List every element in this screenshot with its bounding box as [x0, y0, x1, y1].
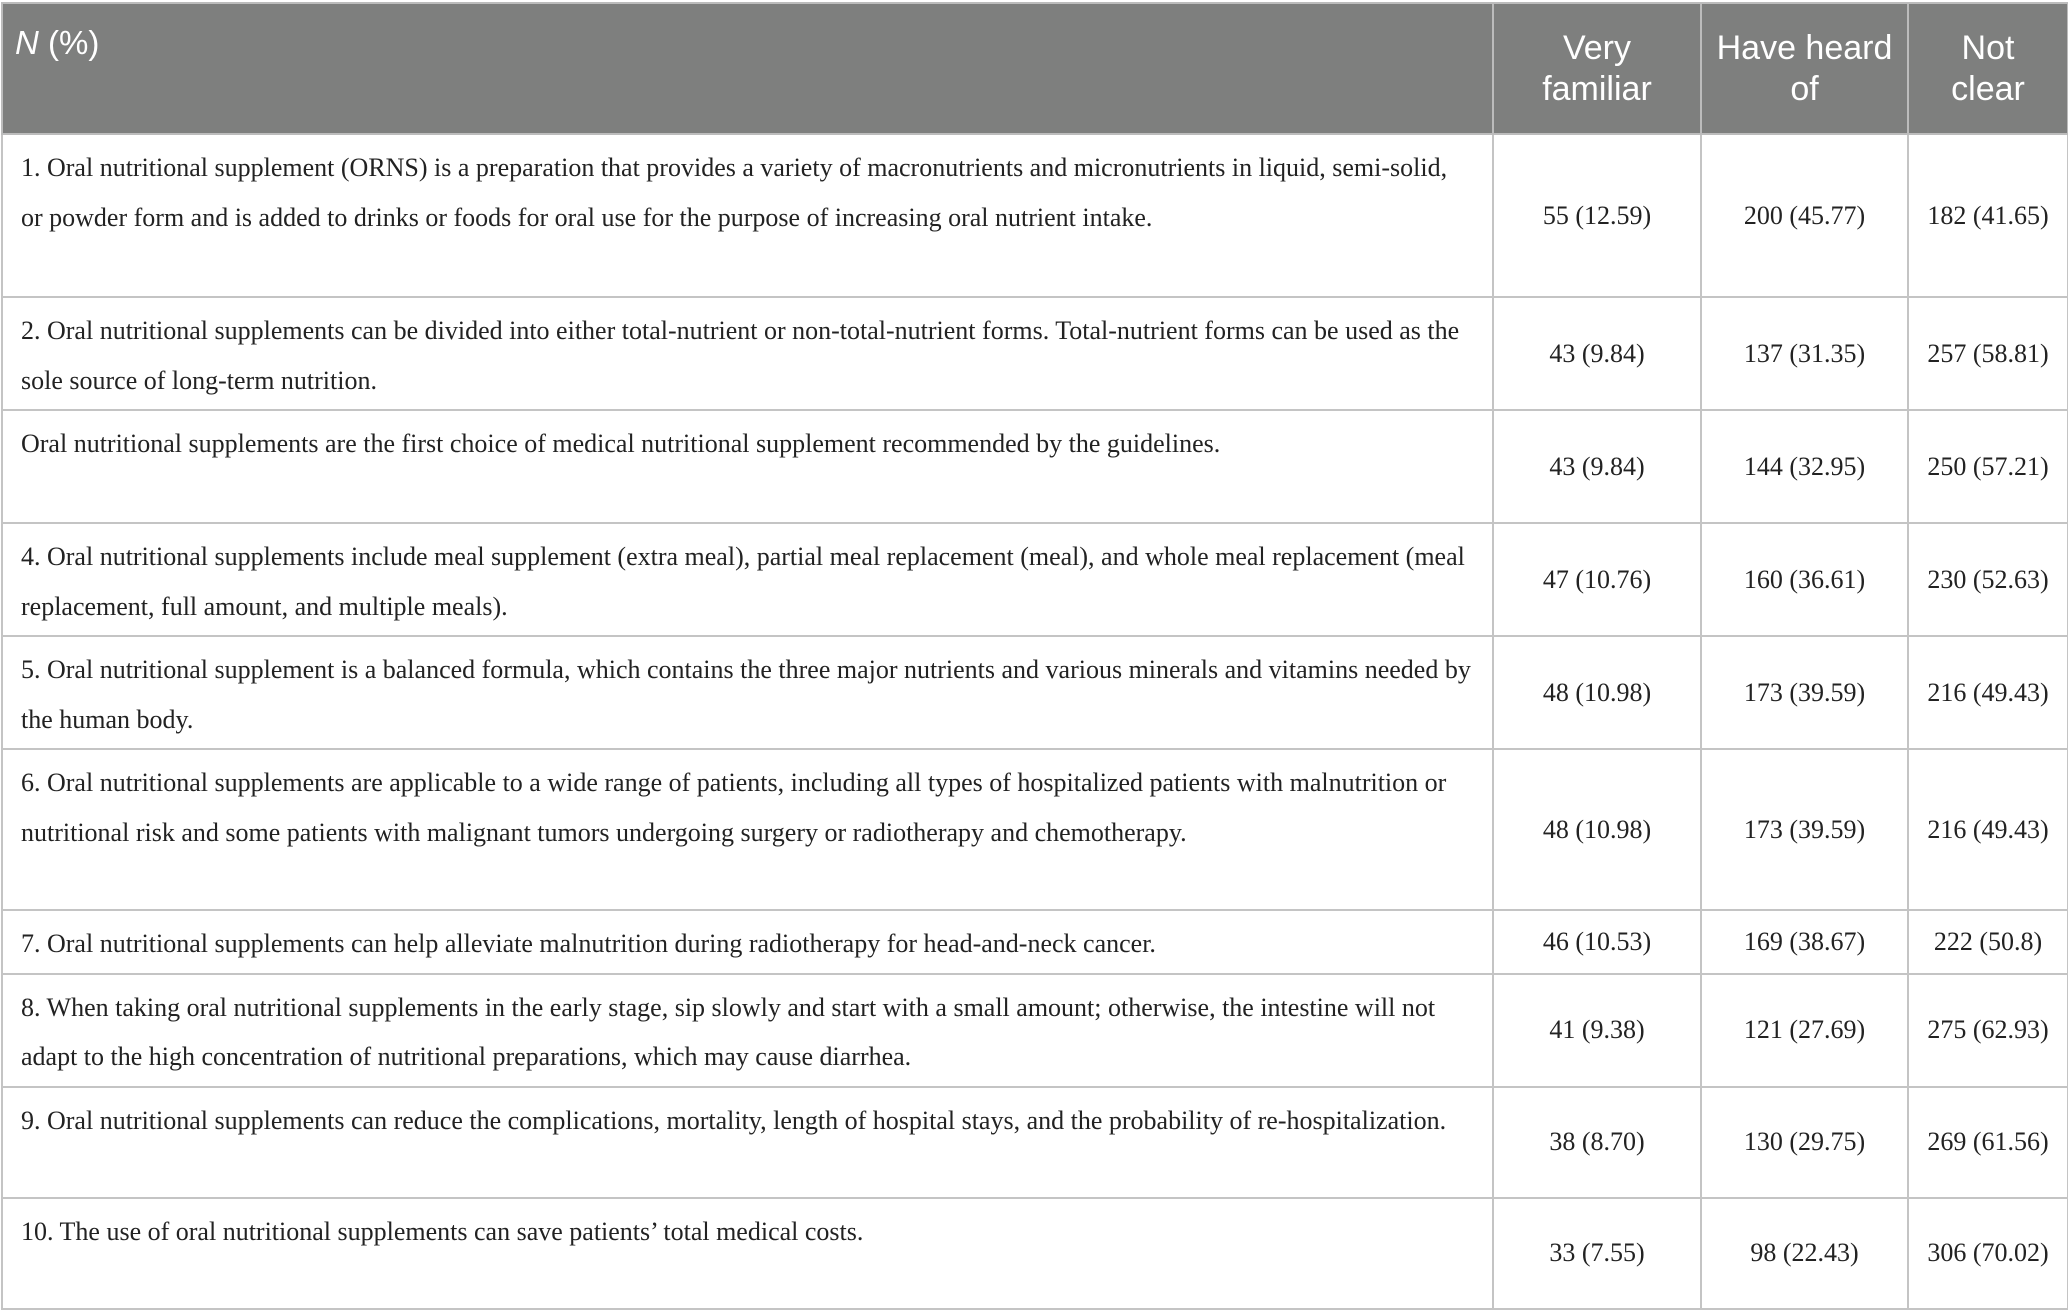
header-have-heard-of: Have heard of [1701, 3, 1908, 134]
header-n-percent [2, 3, 1493, 134]
statement-cell: 2. Oral nutritional supplements can be divided into either total-nutrient or non-total-nutrient forms. Total-nutrient forms can be used as the sole source of long-term nutrition. [2, 297, 1493, 410]
statement-cell: Oral nutritional supplements are the first choice of medical nutritional supplement recommended by the guidelines. [2, 410, 1493, 523]
not-clear-cell: 275 (62.93) [1908, 974, 2068, 1087]
statement-cell: 1. Oral nutritional supplement (ORNS) is a preparation that provides a variety of macronutrients and micronutrients in liquid, semi-solid, or powder form and is added to drinks or foods for oral use for the purpose of increasing oral nutrient intake. [2, 134, 1493, 297]
very-familiar-cell: 43 (9.84) [1493, 297, 1701, 410]
table-row [2, 134, 2068, 297]
have-heard-of-cell: 200 (45.77) [1701, 134, 1908, 297]
not-clear-cell: 250 (57.21) [1908, 410, 2068, 523]
have-heard-of-cell: 144 (32.95) [1701, 410, 1908, 523]
not-clear-cell: 216 (49.43) [1908, 749, 2068, 910]
not-clear-cell: 269 (61.56) [1908, 1087, 2068, 1198]
have-heard-of-cell: 169 (38.67) [1701, 910, 1908, 974]
table-row [2, 1198, 2068, 1309]
have-heard-of-cell: 121 (27.69) [1701, 974, 1908, 1087]
have-heard-of-cell: 173 (39.59) [1701, 749, 1908, 910]
have-heard-of-cell: 173 (39.59) [1701, 636, 1908, 749]
not-clear-cell: 216 (49.43) [1908, 636, 2068, 749]
not-clear-cell: 306 (70.02) [1908, 1198, 2068, 1309]
very-familiar-cell: 33 (7.55) [1493, 1198, 1701, 1309]
header-not-clear: Not clear [1908, 3, 2068, 134]
statement-cell: 5. Oral nutritional supplement is a balanced formula, which contains the three major nutrients and various minerals and vitamins needed by the human body. [2, 636, 1493, 749]
very-familiar-cell: 48 (10.98) [1493, 636, 1701, 749]
not-clear-cell: 222 (50.8) [1908, 910, 2068, 974]
table-row [2, 636, 2068, 749]
n-label: N [15, 24, 39, 61]
very-familiar-cell: 38 (8.70) [1493, 1087, 1701, 1198]
statement-cell: 10. The use of oral nutritional supplements can save patients’ total medical costs. [2, 1198, 1493, 1309]
very-familiar-cell: 48 (10.98) [1493, 749, 1701, 910]
table-row [2, 297, 2068, 410]
statement-cell: 6. Oral nutritional supplements are applicable to a wide range of patients, including all types of hospitalized patients with malnutrition or nutritional risk and some patients with malignant tumors undergoing surgery or radiotherapy and chemotherapy. [2, 749, 1493, 910]
header-row [2, 3, 2068, 134]
not-clear-cell: 230 (52.63) [1908, 523, 2068, 636]
percent-label: (%) [38, 24, 100, 61]
have-heard-of-cell: 137 (31.35) [1701, 297, 1908, 410]
have-heard-of-cell: 130 (29.75) [1701, 1087, 1908, 1198]
statement-cell: 9. Oral nutritional supplements can reduce the complications, mortality, length of hospital stays, and the probability of re-hospitalization. [2, 1087, 1493, 1198]
not-clear-cell: 182 (41.65) [1908, 134, 2068, 297]
statement-cell: 8. When taking oral nutritional supplements in the early stage, sip slowly and start with a small amount; otherwise, the intestine will not adapt to the high concentration of nutritional preparations, which may cause diarrhea. [2, 974, 1493, 1087]
table-row [2, 974, 2068, 1087]
have-heard-of-cell: 98 (22.43) [1701, 1198, 1908, 1309]
very-familiar-cell: 46 (10.53) [1493, 910, 1701, 974]
table-row [2, 523, 2068, 636]
table-row [2, 749, 2068, 910]
have-heard-of-cell: 160 (36.61) [1701, 523, 1908, 636]
very-familiar-cell: 55 (12.59) [1493, 134, 1701, 297]
table-row [2, 410, 2068, 523]
very-familiar-cell: 47 (10.76) [1493, 523, 1701, 636]
very-familiar-cell: 43 (9.84) [1493, 410, 1701, 523]
very-familiar-cell: 41 (9.38) [1493, 974, 1701, 1087]
header-very-familiar: Very familiar [1493, 3, 1701, 134]
table-row [2, 910, 2068, 974]
survey-table [1, 2, 2068, 1310]
statement-cell: 7. Oral nutritional supplements can help alleviate malnutrition during radiotherapy for head-and-neck cancer. [2, 910, 1493, 974]
table-row [2, 1087, 2068, 1198]
statement-cell: 4. Oral nutritional supplements include meal supplement (extra meal), partial meal replacement (meal), and whole meal replacement (meal replacement, full amount, and multiple meals). [2, 523, 1493, 636]
not-clear-cell: 257 (58.81) [1908, 297, 2068, 410]
